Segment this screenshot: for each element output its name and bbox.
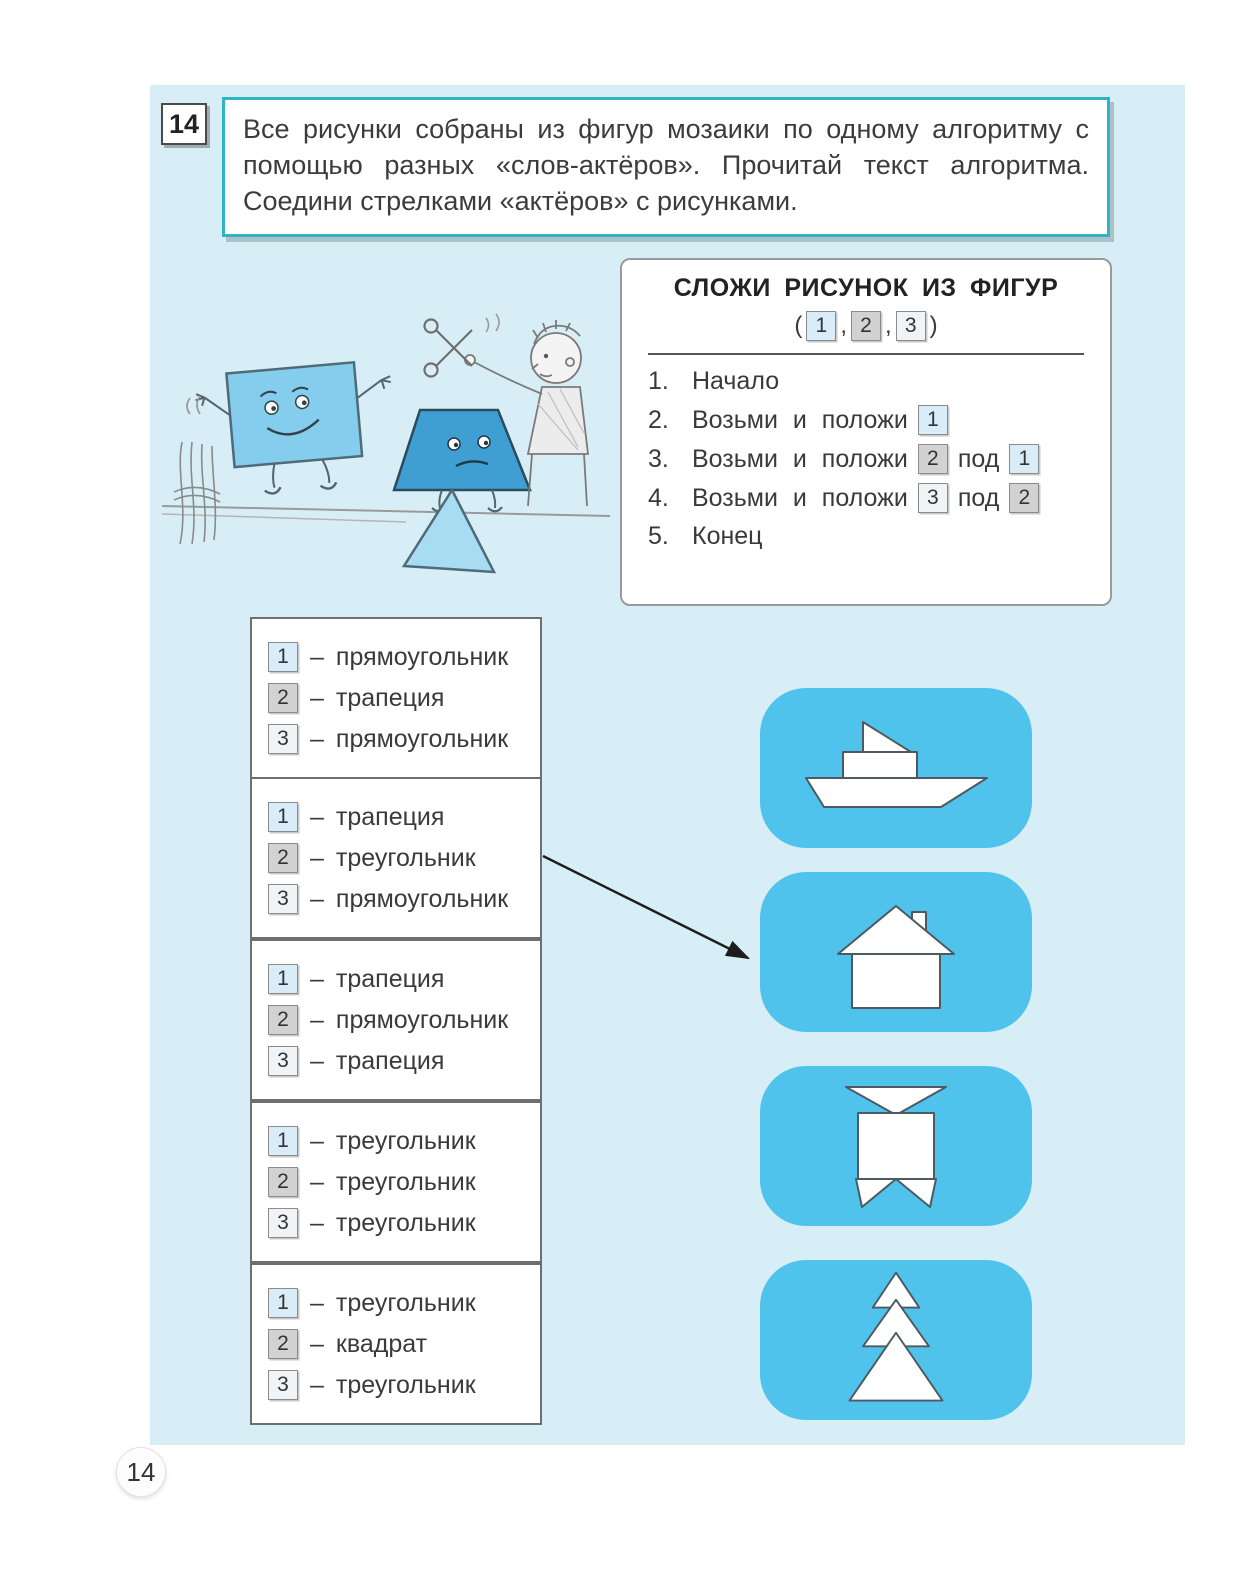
list-item: 3 – прямоугольник bbox=[268, 724, 530, 754]
shape-label: прямоугольник bbox=[335, 1005, 509, 1034]
picture-card-spool[interactable] bbox=[760, 1066, 1032, 1226]
shape-label: трапеция bbox=[335, 683, 445, 712]
shape-label: треугольник bbox=[335, 1370, 476, 1399]
figure-box-1: 1 bbox=[918, 405, 948, 435]
rectangle-character-icon bbox=[194, 359, 400, 499]
algorithm-steps bbox=[648, 367, 1084, 551]
task-number-badge: 14 bbox=[161, 103, 207, 145]
figure-box-1: 1 bbox=[268, 802, 298, 832]
trapezoid-character-icon bbox=[394, 410, 530, 511]
boat-icon bbox=[791, 708, 1001, 828]
figure-box-2: 2 bbox=[268, 1329, 298, 1359]
list-item: 3 – треугольник bbox=[268, 1370, 530, 1400]
figure-box-2: 2 bbox=[268, 843, 298, 873]
list-item: 3 – треугольник bbox=[268, 1208, 530, 1238]
shape-label: треугольник bbox=[335, 1288, 476, 1317]
figure-box-2: 2 bbox=[268, 683, 298, 713]
actor-list-5[interactable] bbox=[250, 1263, 542, 1425]
algorithm-step: 5. Конец bbox=[648, 522, 763, 550]
actor-list-2[interactable] bbox=[250, 777, 542, 939]
list-item: 2 – квадрат bbox=[268, 1329, 530, 1359]
list-item: 2 – прямоугольник bbox=[268, 1005, 530, 1035]
shape-label: трапеция bbox=[335, 964, 445, 993]
figure-box-1: 1 bbox=[806, 311, 836, 341]
figure-box-3: 3 bbox=[268, 724, 298, 754]
algorithm-step: 2. Возьми и положи 1 bbox=[648, 405, 1084, 435]
fir-tree-icon bbox=[796, 1263, 996, 1418]
figure-box-1: 1 bbox=[268, 1288, 298, 1318]
figure-box-3: 3 bbox=[918, 483, 948, 513]
list-item: 1 – трапеция bbox=[268, 964, 530, 994]
figure-box-3: 3 bbox=[268, 884, 298, 914]
algorithm-step: 4. Возьми и положи 3 под 2 bbox=[648, 483, 1084, 513]
curtain-icon bbox=[174, 442, 220, 544]
figure-box-1: 1 bbox=[268, 1126, 298, 1156]
list-item: 2 – трапеция bbox=[268, 683, 530, 713]
list-item: 1 – прямоугольник bbox=[268, 642, 530, 672]
algorithm-figure-list: ( 1 , 2 , 3 ) bbox=[794, 312, 938, 339]
algorithm-step: 1. Начало bbox=[648, 367, 780, 395]
shape-label: прямоугольник bbox=[335, 642, 509, 671]
shape-label: треугольник bbox=[335, 1208, 476, 1237]
algorithm-card bbox=[620, 258, 1112, 606]
shape-label: прямоугольник bbox=[335, 724, 509, 753]
figure-box-1: 1 bbox=[268, 964, 298, 994]
figure-box-1: 1 bbox=[268, 642, 298, 672]
list-item: 2 – треугольник bbox=[268, 1167, 530, 1197]
list-item: 3 – прямоугольник bbox=[268, 884, 530, 914]
list-item: 3 – трапеция bbox=[268, 1046, 530, 1076]
figure-box-2: 2 bbox=[1009, 483, 1039, 513]
list-item: 1 – треугольник bbox=[268, 1126, 530, 1156]
figure-box-2: 2 bbox=[918, 444, 948, 474]
list-item: 2 – треугольник bbox=[268, 843, 530, 873]
shape-label: квадрат bbox=[335, 1329, 428, 1358]
shape-label: прямоугольник bbox=[335, 884, 509, 913]
algorithm-title: СЛОЖИ РИСУНОК ИЗ ФИГУР bbox=[673, 274, 1059, 302]
shape-label: треугольник bbox=[335, 843, 476, 872]
spool-icon bbox=[796, 1071, 996, 1221]
picture-card-boat[interactable] bbox=[760, 688, 1032, 848]
triangle-figure-icon bbox=[404, 490, 494, 572]
list-item: 1 – трапеция bbox=[268, 802, 530, 832]
figure-box-2: 2 bbox=[851, 311, 881, 341]
actor-list-1[interactable] bbox=[250, 617, 542, 779]
page-number: 14 bbox=[116, 1447, 166, 1497]
picture-card-fir-tree[interactable] bbox=[760, 1260, 1032, 1420]
figure-box-2: 2 bbox=[268, 1167, 298, 1197]
picture-card-house[interactable] bbox=[760, 872, 1032, 1032]
list-item: 1 – треугольник bbox=[268, 1288, 530, 1318]
figure-box-3: 3 bbox=[268, 1046, 298, 1076]
actor-list-4[interactable] bbox=[250, 1101, 542, 1263]
figure-box-1: 1 bbox=[1009, 444, 1039, 474]
cartoon-illustration bbox=[156, 292, 618, 576]
scissors-icon bbox=[425, 314, 500, 377]
figure-box-2: 2 bbox=[268, 1005, 298, 1035]
shape-label: треугольник bbox=[335, 1126, 476, 1155]
figure-box-3: 3 bbox=[268, 1370, 298, 1400]
divider bbox=[648, 353, 1084, 355]
house-icon bbox=[796, 882, 996, 1022]
shape-label: трапеция bbox=[335, 802, 445, 831]
figure-box-3: 3 bbox=[896, 311, 926, 341]
algorithm-step: 3. Возьми и положи 2 под 1 bbox=[648, 444, 1084, 474]
actor-list-3[interactable] bbox=[250, 939, 542, 1101]
stage-line bbox=[162, 506, 610, 516]
shape-label: треугольник bbox=[335, 1167, 476, 1196]
figure-box-3: 3 bbox=[268, 1208, 298, 1238]
task-instruction: Все рисунки собраны из фигур мозаики по одному алгоритму с помощью разных «слов-актёров». Прочитай текст алгоритма. Соедини стрелками «актёров» с рисунками. bbox=[222, 97, 1110, 237]
shape-label: трапеция bbox=[335, 1046, 445, 1075]
